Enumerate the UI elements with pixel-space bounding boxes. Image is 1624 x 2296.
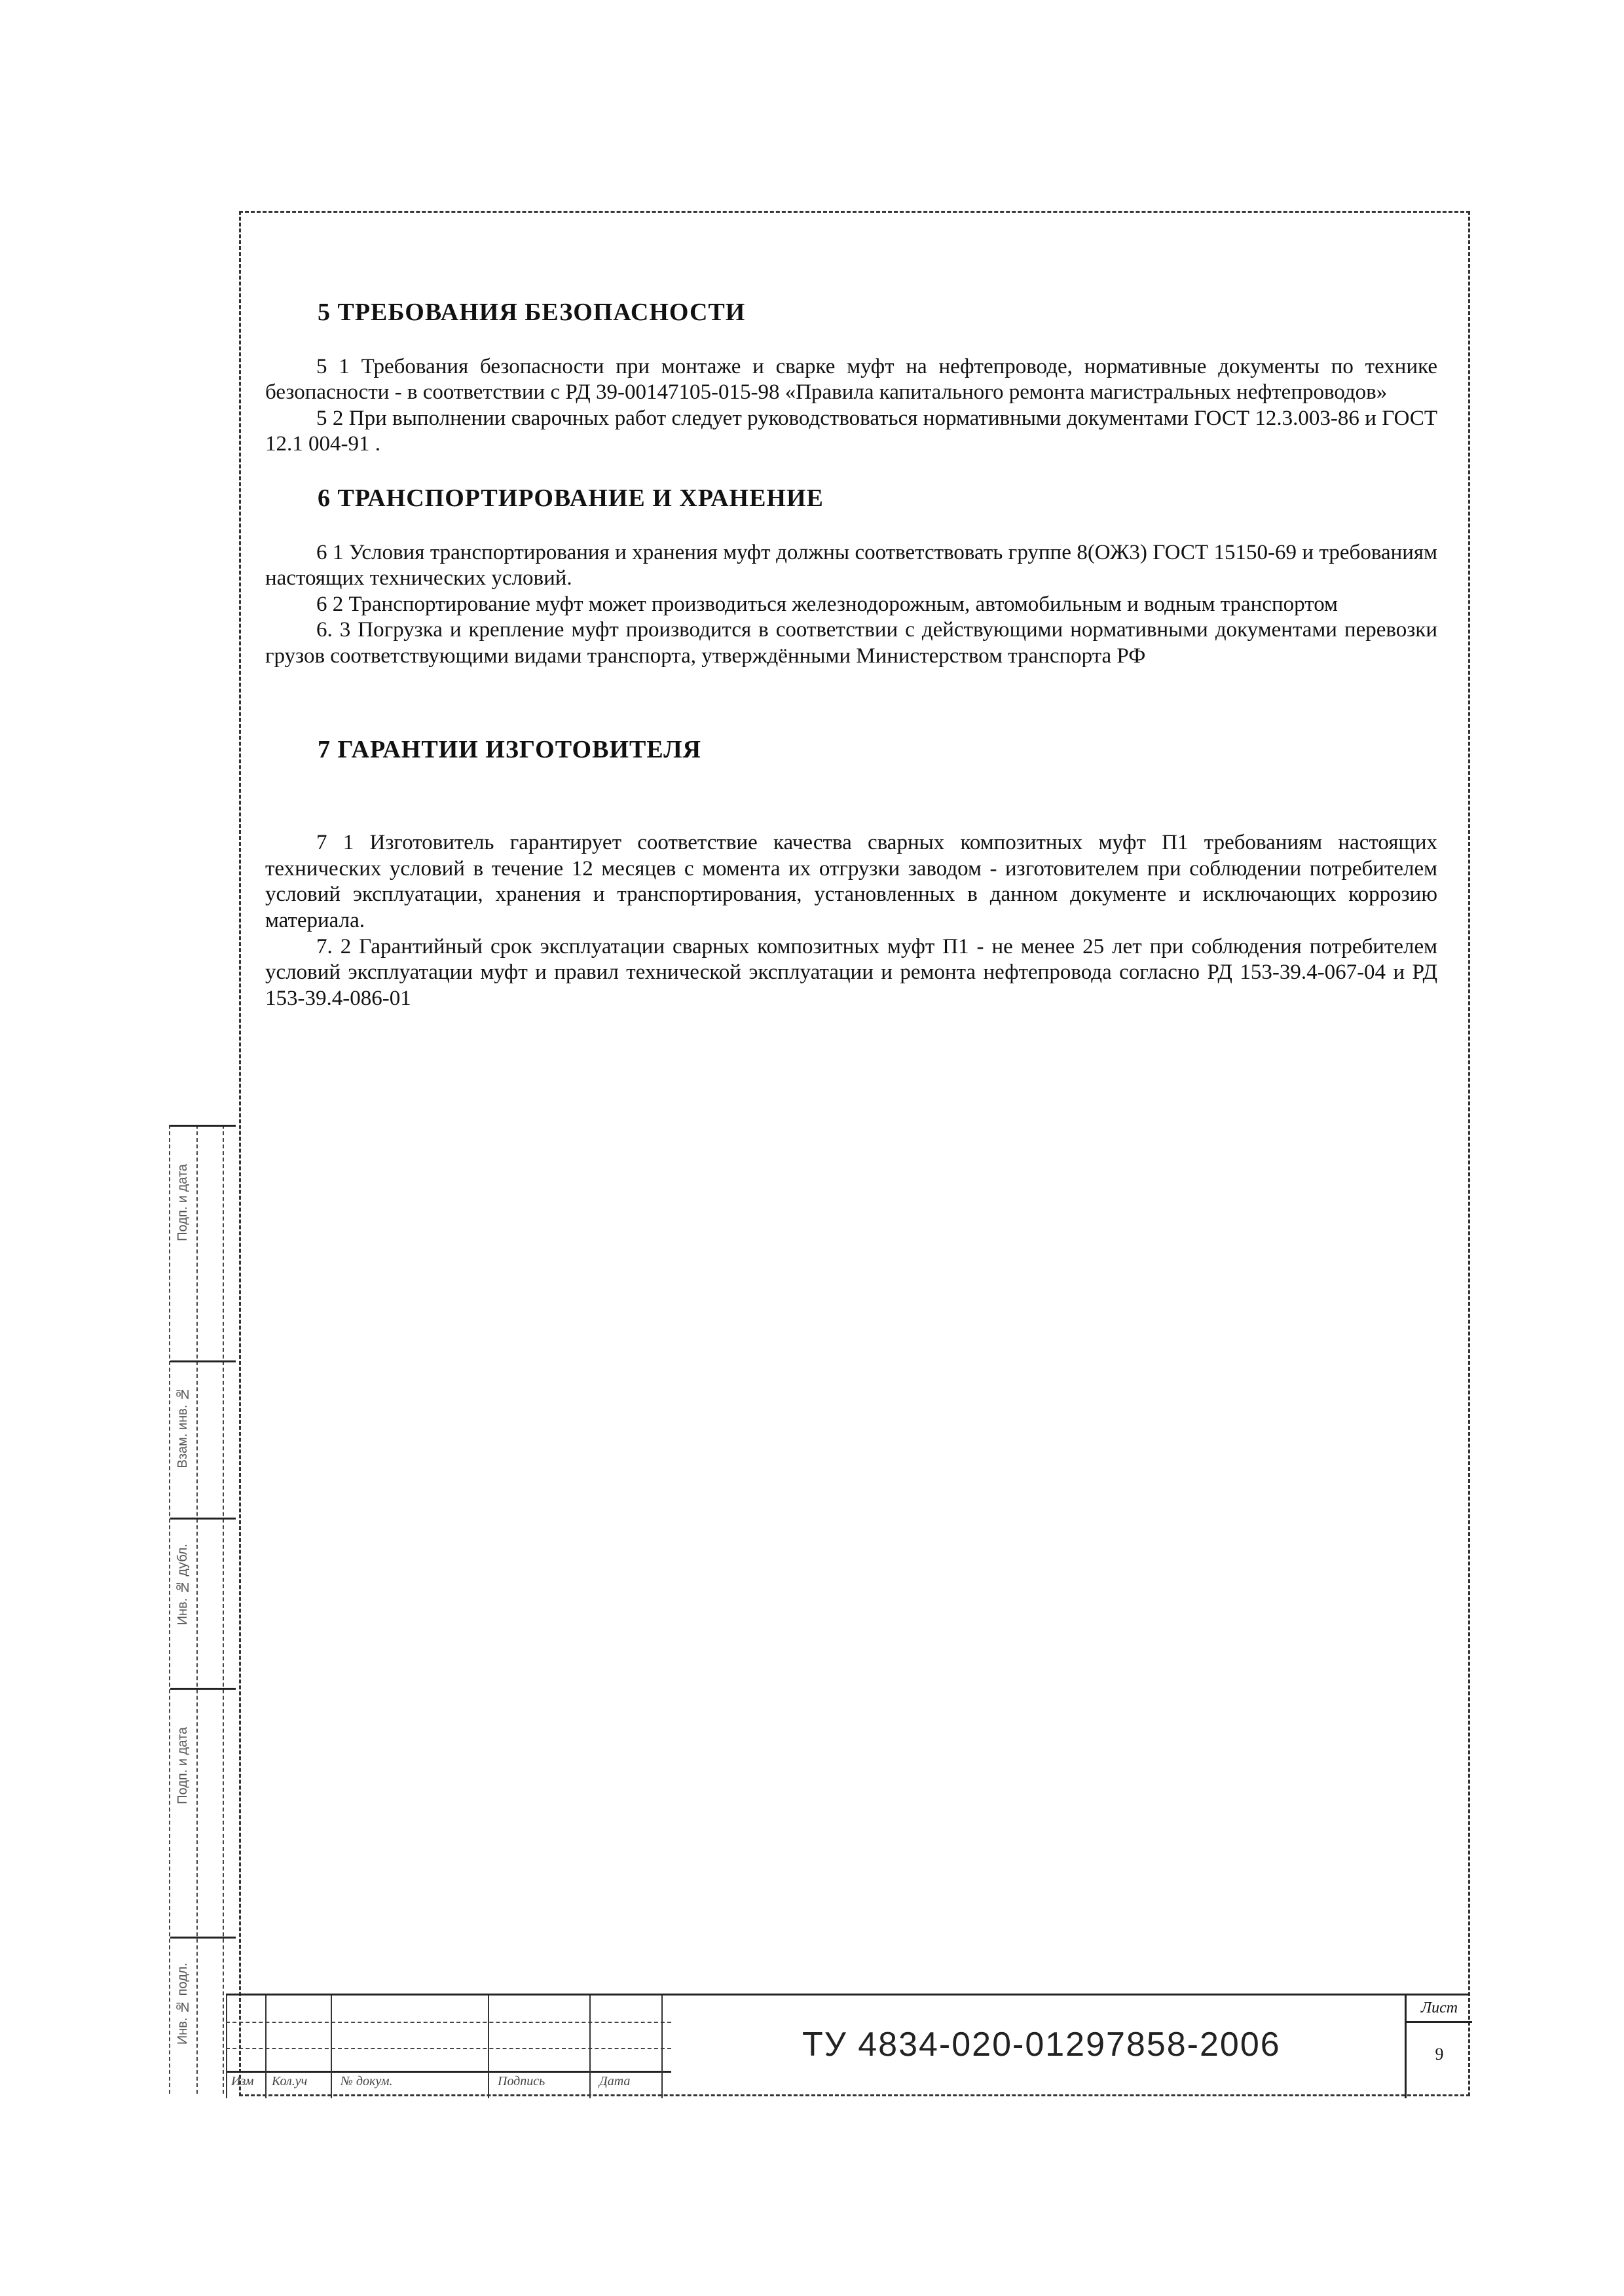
side-label-sign-date-1: Подп. и дата <box>175 1164 190 1241</box>
side-label-replace-inv: Взам. инв. № <box>175 1387 190 1468</box>
paragraph-6-1: 6 1 Условия транспортирования и хранения муфт должны соответствовать группе 8(ОЖ3) ГОСТ 15150-69 и требованиям настоящих технических условий. <box>265 540 1437 591</box>
revision-grid <box>226 1995 671 2098</box>
document-body <box>265 298 1437 1011</box>
side-label-sign-date-2: Подп. и дата <box>175 1727 190 1804</box>
paragraph-7-2: 7. 2 Гарантийный срок эксплуатации сварных композитных муфт П1 - не менее 25 лет при соблюдения потребителем условий эксплуатации муфт и правил технической эксплуатации и ремонта нефтепровода согласно РД 153-39.4-067-04 и РД 153-39.4-086-01 <box>265 934 1437 1010</box>
paragraph-5-2: 5 2 При выполнении сварочных работ следует руководствоваться нормативными документами ГОСТ 12.3.003-86 и ГОСТ 12.1 004-91 . <box>265 406 1437 456</box>
side-label-dup-inv: Инв. № дубл. <box>175 1544 190 1626</box>
header-count: Кол.уч <box>272 2074 308 2088</box>
section-7-title: 7 ГАРАНТИИ ИЗГОТОВИТЕЛЯ <box>318 735 701 763</box>
sheet-number: 9 <box>1435 2045 1444 2064</box>
paragraph-5-1: 5 1 Требования безопасности при монтаже и сварке муфт на нефтепроводе, нормативные документы по технике безопасности - в соответствии с РД 39-00147105-015-98 «Правила капитального ремонта магистральных нефтепроводов» <box>265 354 1437 405</box>
paragraph-6-3: 6. 3 Погрузка и крепление муфт производится в соответствии с действующими нормативными документами перевозки грузов соответствующими видами транспорта, утверждёнными Министерством транспорта РФ <box>265 618 1437 668</box>
side-label-orig-inv: Инв. № подл. <box>175 1963 190 2045</box>
sheet-label: Лист <box>1407 1999 1472 2023</box>
document-code: ТУ 4834-020-01297858-2006 <box>802 2026 1281 2064</box>
header-doc-number: № докум. <box>341 2074 393 2088</box>
section-5-title: 5 ТРЕБОВАНИЯ БЕЗОПАСНОСТИ <box>318 299 746 326</box>
title-block <box>226 1994 1470 2098</box>
side-stamp <box>169 1125 236 2094</box>
paragraph-7-1: 7 1 Изготовитель гарантирует соответствие качества сварных композитных муфт П1 требованиям настоящих технических условий в течение 12 месяцев с момента их отгрузки заводом - изготовителем при соблюдении потребителем условий эксплуатации, хранения и транспортирования, установленных в данном документе и исключающих коррозию материала. <box>265 831 1437 932</box>
header-change: Изм <box>231 2074 254 2088</box>
section-6-title: 6 ТРАНСПОРТИРОВАНИЕ И ХРАНЕНИЕ <box>318 484 824 512</box>
paragraph-6-2: 6 2 Транспортирование муфт может производиться железнодорожным, автомобильным и водным транспортом <box>316 592 1338 616</box>
header-date: Дата <box>599 2074 631 2088</box>
header-signature: Подпись <box>498 2074 545 2088</box>
sheet-box <box>1405 1995 1472 2098</box>
